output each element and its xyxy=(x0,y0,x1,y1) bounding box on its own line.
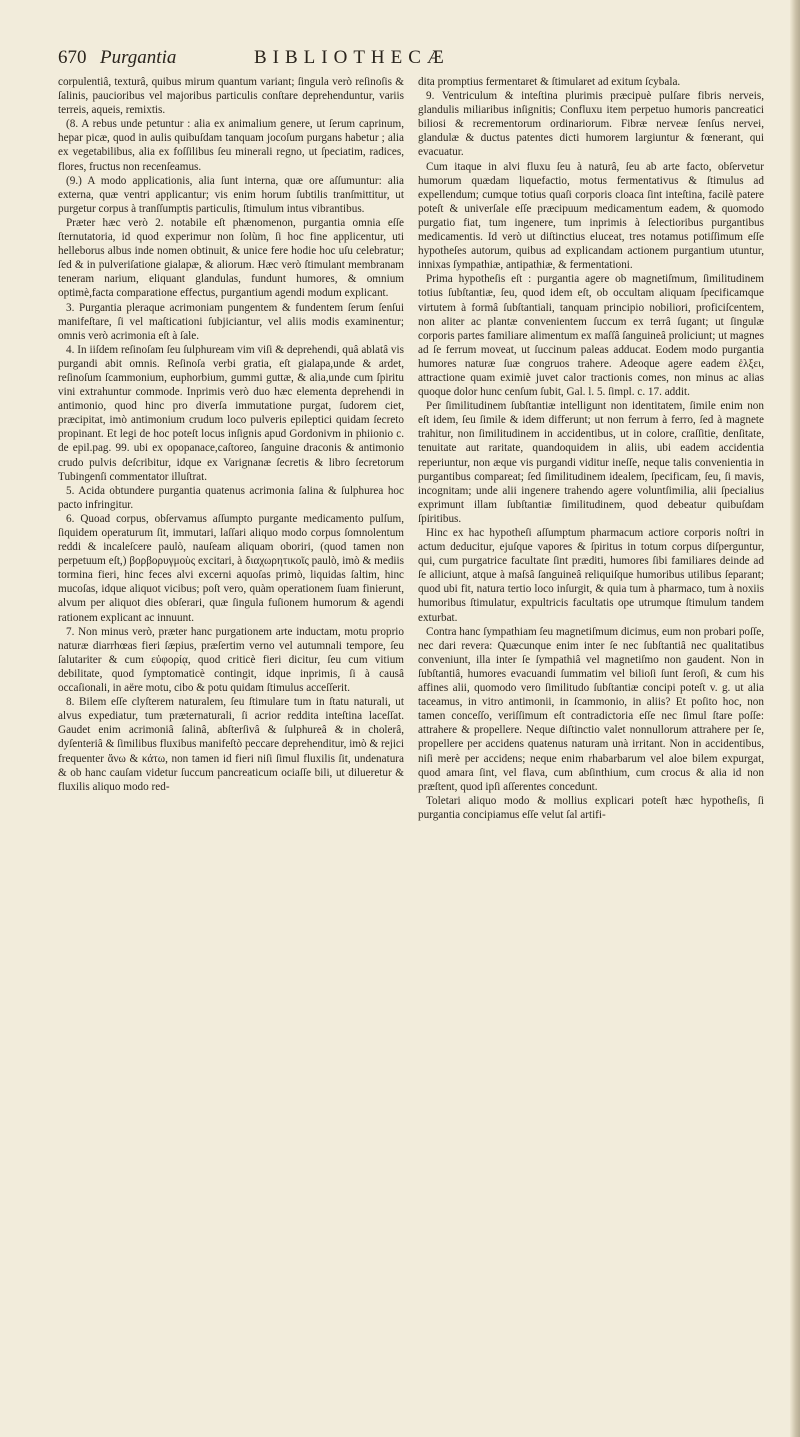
binding-edge xyxy=(790,0,800,1437)
paragraph: (9.) A modo applicationis, alia ſunt interna, quæ ore aſſumuntur: alia externa, quæ ventri applicantur; vis enim horum ſubtilis tranſmittitur, ut purgetur corpus à tranſſumptis particulis, ſtimulum intus vibrantibus. xyxy=(58,174,404,215)
right-column xyxy=(418,75,764,822)
paragraph: (8. A rebus unde petuntur : alia ex animalium genere, ut ſerum caprinum, hepar picæ, quod in aulis quibuſdam tanquam jocoſum purgans habetur ; alia ex vegetabilibus, alia ex foſſilibus ſeu minerali regno, ut ſpeciatim, radices, flores, fructus non recenſeamus. xyxy=(58,118,404,173)
running-header xyxy=(58,47,778,71)
paragraph: 8. Bilem eſſe clyſterem naturalem, ſeu ſtimulare tum in ſtatu naturali, ut alvus expediatur, tum præternaturali, ſi acrior reddita inteſtina laceſſat. Gaudet enim acrimoniâ ſalinâ, abſterſivâ & ſulphureâ & in cholerâ, dyſenteriâ & ſimilibus fluxibus manifeſtò peccare deprehenditur, imò & rejici frequenter ἄνω & κάτω, non tamen id fieri niſi ſimul fluxilis ſit, undenatura & ob hanc cauſam videtur ſuccum pancreaticum ociaſſe bili, ut dilueretur & fluxilis aliquo modo red- xyxy=(58,696,404,793)
left-column xyxy=(58,75,404,794)
paragraph: 3. Purgantia pleraque acrimoniam pungentem & fundentem ſerum ſenſui manifeſtare, ſi vel maſticationi ſubjiciantur, vel aliis modis examinentur; omnis verò acrimonia eſt à ſale. xyxy=(58,301,404,342)
paragraph: dita promptius fermentaret & ſtimularet ad exitum ſcybala. xyxy=(418,76,681,88)
paragraph: Prima hypotheſis eſt : purgantia agere ob magnetiſmum, ſimilitudinem totius ſubſtantiæ, ſeu, quod idem eſt, ob occultam aliquam ſpecificamque virtutem à formâ ſubſtantiali, tanquam principio nobiliori, proficiſcentem, non aliter ac plantæ convenientem ſuccum ex terrâ ſugant; ut ſingulæ corporis partes familiare alimentum ex maſſâ ſanguineâ proliciunt; ut magnes ad ſe ferrum moveat, ut ſuccinum paleas adducat. Eodem modo purgantia humores naturæ ſuæ congruos trahere. Adeoque agere eadem ἑλξει, attractione quam eximiè juvet calor tractionis comes, non minus ac alias quoque dolor hunc cenſum ſubit, Gal. l. 5. ſimpl. c. 17. addit. xyxy=(418,273,764,399)
paragraph: corpulentiâ, texturâ, quibus mirum quantum variant; ſingula verò reſinoſis & ſalinis, paucioribus vel majoribus particulis conſtare deprehenduntur, variis terreis, aqueis, remixtis. xyxy=(58,76,404,117)
paragraph: 7. Non minus verò, præter hanc purgationem arte inductam, motu proprio naturæ diarrhœas fieri ſæpius, præſertim verno vel autumnali tempore, ſeu ſalutariter & cum εὐφορίᾳ, quod criticè fieri dicitur, ſeu cum vitium debilitate, quod ſymptomaticè contingit, idque inprimis, ſi à causâ occaſionali, in aëre motu, cibo & potu quidam ſtimulus acceſſerit. xyxy=(58,625,404,695)
paragraph: Hinc ex hac hypotheſi aſſumptum pharmacum actiore corporis noſtri in actum deducitur, ejuſque vapores & ſpiritus in totum corpus diſperguntur, qui, cum purgatrice facultate ſint præditi, humores ſibi familiares deinde ad ſe alliciunt, atque à maſsâ ſanguineâ reliquiſque humoribus utilibus ſeparant; quod ubi fit, natura tertio loco inſurgit, & quia tum à pharmaco, tum à noxiis humoribus ſtimulatur, expultricis facultatis ope utrumque ſtimulum tandem exturbat. xyxy=(418,527,764,624)
section-rubric: Purgantia xyxy=(100,47,177,68)
paragraph: 4. In iiſdem reſinoſam ſeu ſulphuream vim viſi & deprehendi, quâ ablatâ vis purgandi abit omnis. Reſinoſa verbi gratia, eſt gialapa,unde & ardet, reſinoſum ſcammonium, euphorbium, gummi guttæ, & alia,unde cum ſpiritu vini extrahuntur commode. Inprimis verò duo hæc elementa deprehendi in antimonio, quod hinc pro diverſa immutatione purgat, ſudorem ciet, præcipitat, imò antimonium crudum loco pulveris epileptici quidam ſecreto propinant. Et legi de hoc poteſt locus inſignis apud Gordonivm in phiionio c. de epil.pag. 99. ubi ex opopanace,caſtoreo, ſanguine draconis & antimonio crudo pulvis deſcribitur, idque ex Varignanæ ſecretis & libro ſecretorum Tubingenſi commentator illuſtrat. xyxy=(58,343,404,483)
paragraph: Per ſimilitudinem ſubſtantiæ intelligunt non identitatem, ſimile enim non eſt idem, ſeu ſimile & idem differunt; ut non ferrum à ferro, ſed à magnete trahitur, non ſimilitudinem in accidentibus, ut in colore, craſſitie, denſitate, tenuitate aut raritate, quandoquidem in aliis, ubi eadem accidentia reperiuntur, non æque vis purgandi viditur ineſſe, neque talis convenientia in purgantibus compareat; ſed ſimilitudinem idealem, ſpecificam, ſeu, ſi mavis, incognitam; unde alii ingenere trahendo agere voluntſimilia, alii ſpecialius exprimunt illam ſubſtantiæ ſimilitudinem, quod debeatur quibuſdam ſpiritibus. xyxy=(418,400,764,525)
paragraph: 9. Ventriculum & inteſtina plurimis præcipuè pulſare fibris nerveis, glandulis miliaribus inſignitis; Confluxu item perpetuo humoris pancreatici biliosi & recrementorum ordinariorum. Fibræ nerveæ ſenſus nervei, glandulæ & ductus patentes dicti humorem largiuntur & fœnerant, qui evacuatur. xyxy=(418,90,764,159)
paragraph: Præter hæc verò 2. notabile eſt phænomenon, purgantia omnia eſſe ſternutatoria, id quod experimur non ſolùm, ſi hoc fine applicentur, uti helleborus albus inde nomen obtinuit, & unice fere hodie hoc uſu celebratur; ſed & in pulveriſatione gialapæ, & aliorum. Hæc verò ſtimulant membranam teneram narium, eliquant glandulas, fundunt humores, & omnium optimè,facta comparatione effectus, purgantium agendi modum explicant. xyxy=(58,216,404,300)
paragraph: Cum itaque in alvi fluxu ſeu à naturâ, ſeu ab arte facto, obſervetur humorum quædam liquefactio, motus fermentativus & ſtimulus ad expellendum; cumque totius quaſi corporis cloaca ſint inteſtina, facilè patere poteſt & univerſale eſſe præcipuum medicamentum eadem, & quomodo purgatio fiat, tum ingenere, tum inprimis à ſelectioribus purgantibus medicamentis. Id verò ut diſtinctius eluceat, tres notamus potiſſimum eſſe hypotheſes autorum, quibus ad explicandam actionem purgantium utuntur, innixas ſympathiæ, antipathiæ, & fermentationi. xyxy=(418,160,764,272)
paragraph: Toletari aliquo modo & mollius explicari poteſt hæc hypotheſis, ſi purgantia concipiamus eſſe velut ſal artifi- xyxy=(418,794,764,821)
paragraph: 6. Quoad corpus, obſervamus aſſumpto purgante medicamento pulſum, ſiquidem operaturum ſit, immutari, laſſari aliquo modo corpus ſomnolentum reddi & incaleſcere paulò, nauſeam aliquam oboriri, (quod tamen non perpetuum eſt,) βορβορυγμοὺς excitari, à διαχωρητικοῖς paulò, imò & mediis tormina fieri, hinc feces alvi excerni aquoſas primò, liquidas ſaltim, hinc mucoſas, idque aliquot vicibus; poſt vero, quàm operationem ſuam finierunt, alvum per aliquot dies obſerari, quæ ſingula fuſionem humorum & agendi rationem explicant ac innuunt. xyxy=(58,512,404,624)
page-number: 670 xyxy=(58,47,87,68)
running-title: BIBLIOTHECÆ xyxy=(254,47,450,68)
paragraph: Contra hanc ſympathiam ſeu magnetiſmum dicimus, eum non probari poſſe, nec dari revera: Quæcunque enim inter ſe nec ſubſtantiâ nec qualitatibus conveniunt, illa inter ſe ſympathiâ vel magnetiſmo non gaudent. Non in ſubſtantiâ, humores evacuandi ſummatim vel bilioſi ſunt ſeroſi, & cum his affines alii, quomodo vero ſimilitudo ſubſtantiæ concipi poteſt v. g. ut alia taceamus, in vitro antimonii, in ſcammonio, in aliis? Et poſito hoc, non tamen conceſſo, veriſſimum eſt contradictoria eſſe nec ſimul ſtare poſſe: attrahere & propellere. Neque diſtinctio valet nonnullorum attrahere per ſe, propellere per accidens quatenus naturam unà irritant. Non in accidentibus, niſi merè per accidens; neque enim rhabarbarum vel aloe bilem expurgat, quod amara ſint, vel flava, cum abſinthium, cum crocus & alia id non præſtent, quod ipſi aſſerentes concedunt. xyxy=(418,625,764,793)
paragraph: 5. Acida obtundere purgantia quatenus acrimonia ſalina & ſulphurea hoc pacto infringitur. xyxy=(58,484,404,511)
